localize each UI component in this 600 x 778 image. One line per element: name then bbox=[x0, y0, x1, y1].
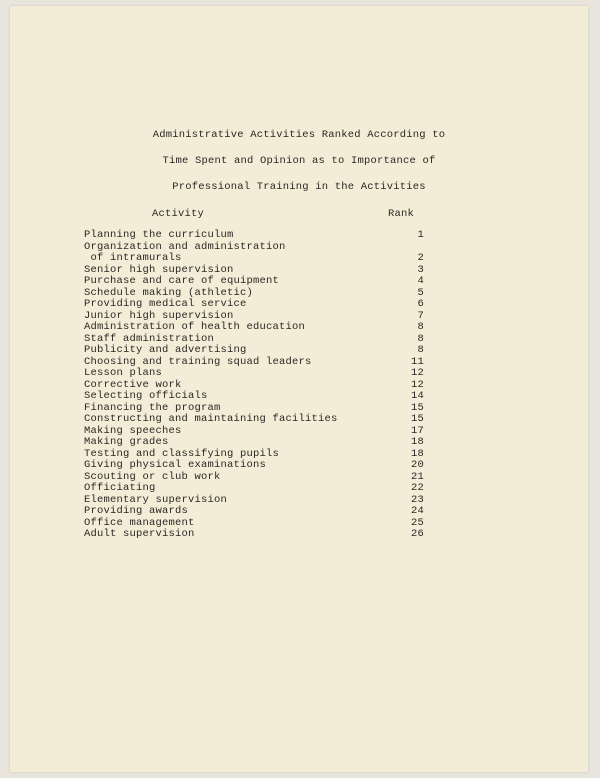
rank-cell: 8 bbox=[417, 344, 424, 356]
table-row bbox=[84, 460, 424, 472]
activity-cell: Elementary supervision bbox=[84, 493, 228, 506]
activity-cell: Making grades bbox=[84, 436, 169, 448]
activity-cell: Publicity and advertising bbox=[84, 344, 247, 356]
table-row bbox=[84, 322, 424, 334]
rank-cell: 24 bbox=[410, 505, 424, 517]
rank-cell: 22 bbox=[410, 482, 424, 494]
activity-cell: Scouting or club work bbox=[84, 470, 221, 483]
activity-cell: Officiating bbox=[84, 482, 156, 494]
activity-cell: Staff administration bbox=[84, 332, 215, 345]
activity-rank-table bbox=[84, 230, 424, 541]
rank-cell: 18 bbox=[410, 436, 424, 448]
rank-cell: 7 bbox=[417, 309, 424, 322]
rank-cell: 17 bbox=[410, 424, 424, 437]
rank-cell: 6 bbox=[417, 298, 424, 310]
rank-cell: 1 bbox=[417, 229, 424, 241]
rank-cell: 15 bbox=[410, 401, 424, 414]
rank-cell: 26 bbox=[410, 528, 424, 540]
activity-cell: Giving physical examinations bbox=[84, 459, 267, 471]
table-row bbox=[84, 368, 424, 380]
activity-cell: of intramurals bbox=[84, 252, 182, 264]
title-line-2: Time Spent and Opinion as to Importance of bbox=[162, 155, 436, 167]
activity-cell: Providing medical service bbox=[84, 298, 247, 310]
rank-cell: 23 bbox=[410, 493, 424, 506]
activity-cell: Schedule making (athletic) bbox=[84, 286, 254, 299]
table-row bbox=[84, 299, 424, 311]
activity-cell: Administration of health education bbox=[84, 321, 306, 333]
rank-cell: 20 bbox=[410, 459, 424, 471]
activity-cell: Constructing and maintaining facilities bbox=[84, 413, 338, 425]
rank-cell: 5 bbox=[417, 286, 424, 299]
table-row bbox=[84, 437, 424, 449]
activity-cell: Office management bbox=[84, 516, 195, 529]
activity-cell: Senior high supervision bbox=[84, 263, 234, 276]
activity-cell: Purchase and care of equipment bbox=[84, 275, 280, 287]
rank-cell: 25 bbox=[410, 516, 424, 529]
rank-cell: 2 bbox=[417, 252, 424, 264]
table-row bbox=[84, 414, 424, 426]
activity-cell: Providing awards bbox=[84, 505, 189, 517]
activity-cell: Planning the curriculum bbox=[84, 229, 234, 241]
activity-cell: Making speeches bbox=[84, 424, 182, 437]
rank-cell: 3 bbox=[417, 263, 424, 276]
rank-cell: 4 bbox=[417, 275, 424, 287]
rank-cell: 12 bbox=[410, 367, 424, 379]
rank-cell: 18 bbox=[410, 447, 424, 460]
table-row bbox=[84, 529, 424, 541]
rank-column-header: Rank bbox=[388, 208, 415, 220]
rank-cell: 8 bbox=[417, 332, 424, 345]
activity-cell: Testing and classifying pupils bbox=[84, 447, 280, 460]
activity-cell: Corrective work bbox=[84, 378, 182, 391]
table-row bbox=[84, 391, 424, 403]
rank-cell: 15 bbox=[410, 413, 424, 425]
activity-cell: Financing the program bbox=[84, 401, 221, 414]
table-row bbox=[84, 253, 424, 265]
title-line-3: Professional Training in the Activities bbox=[172, 181, 426, 193]
activity-cell: Choosing and training squad leaders bbox=[84, 355, 312, 368]
activity-column-header: Activity bbox=[152, 208, 205, 220]
activity-cell: Junior high supervision bbox=[84, 309, 234, 322]
document-page bbox=[10, 6, 588, 772]
title-line-1: Administrative Activities Ranked According to bbox=[152, 129, 446, 141]
rank-cell: 11 bbox=[410, 355, 424, 368]
rank-cell: 21 bbox=[410, 470, 424, 483]
activity-cell: Adult supervision bbox=[84, 528, 195, 540]
rank-cell: 8 bbox=[417, 321, 424, 333]
table-row bbox=[84, 345, 424, 357]
table-row bbox=[84, 230, 424, 242]
table-row bbox=[84, 506, 424, 518]
rank-cell: 12 bbox=[410, 378, 424, 391]
rank-cell: 14 bbox=[410, 390, 424, 402]
table-row bbox=[84, 276, 424, 288]
activity-cell: Organization and administration bbox=[84, 240, 286, 253]
table-row bbox=[84, 483, 424, 495]
activity-cell: Lesson plans bbox=[84, 367, 163, 379]
activity-cell: Selecting officials bbox=[84, 390, 208, 402]
